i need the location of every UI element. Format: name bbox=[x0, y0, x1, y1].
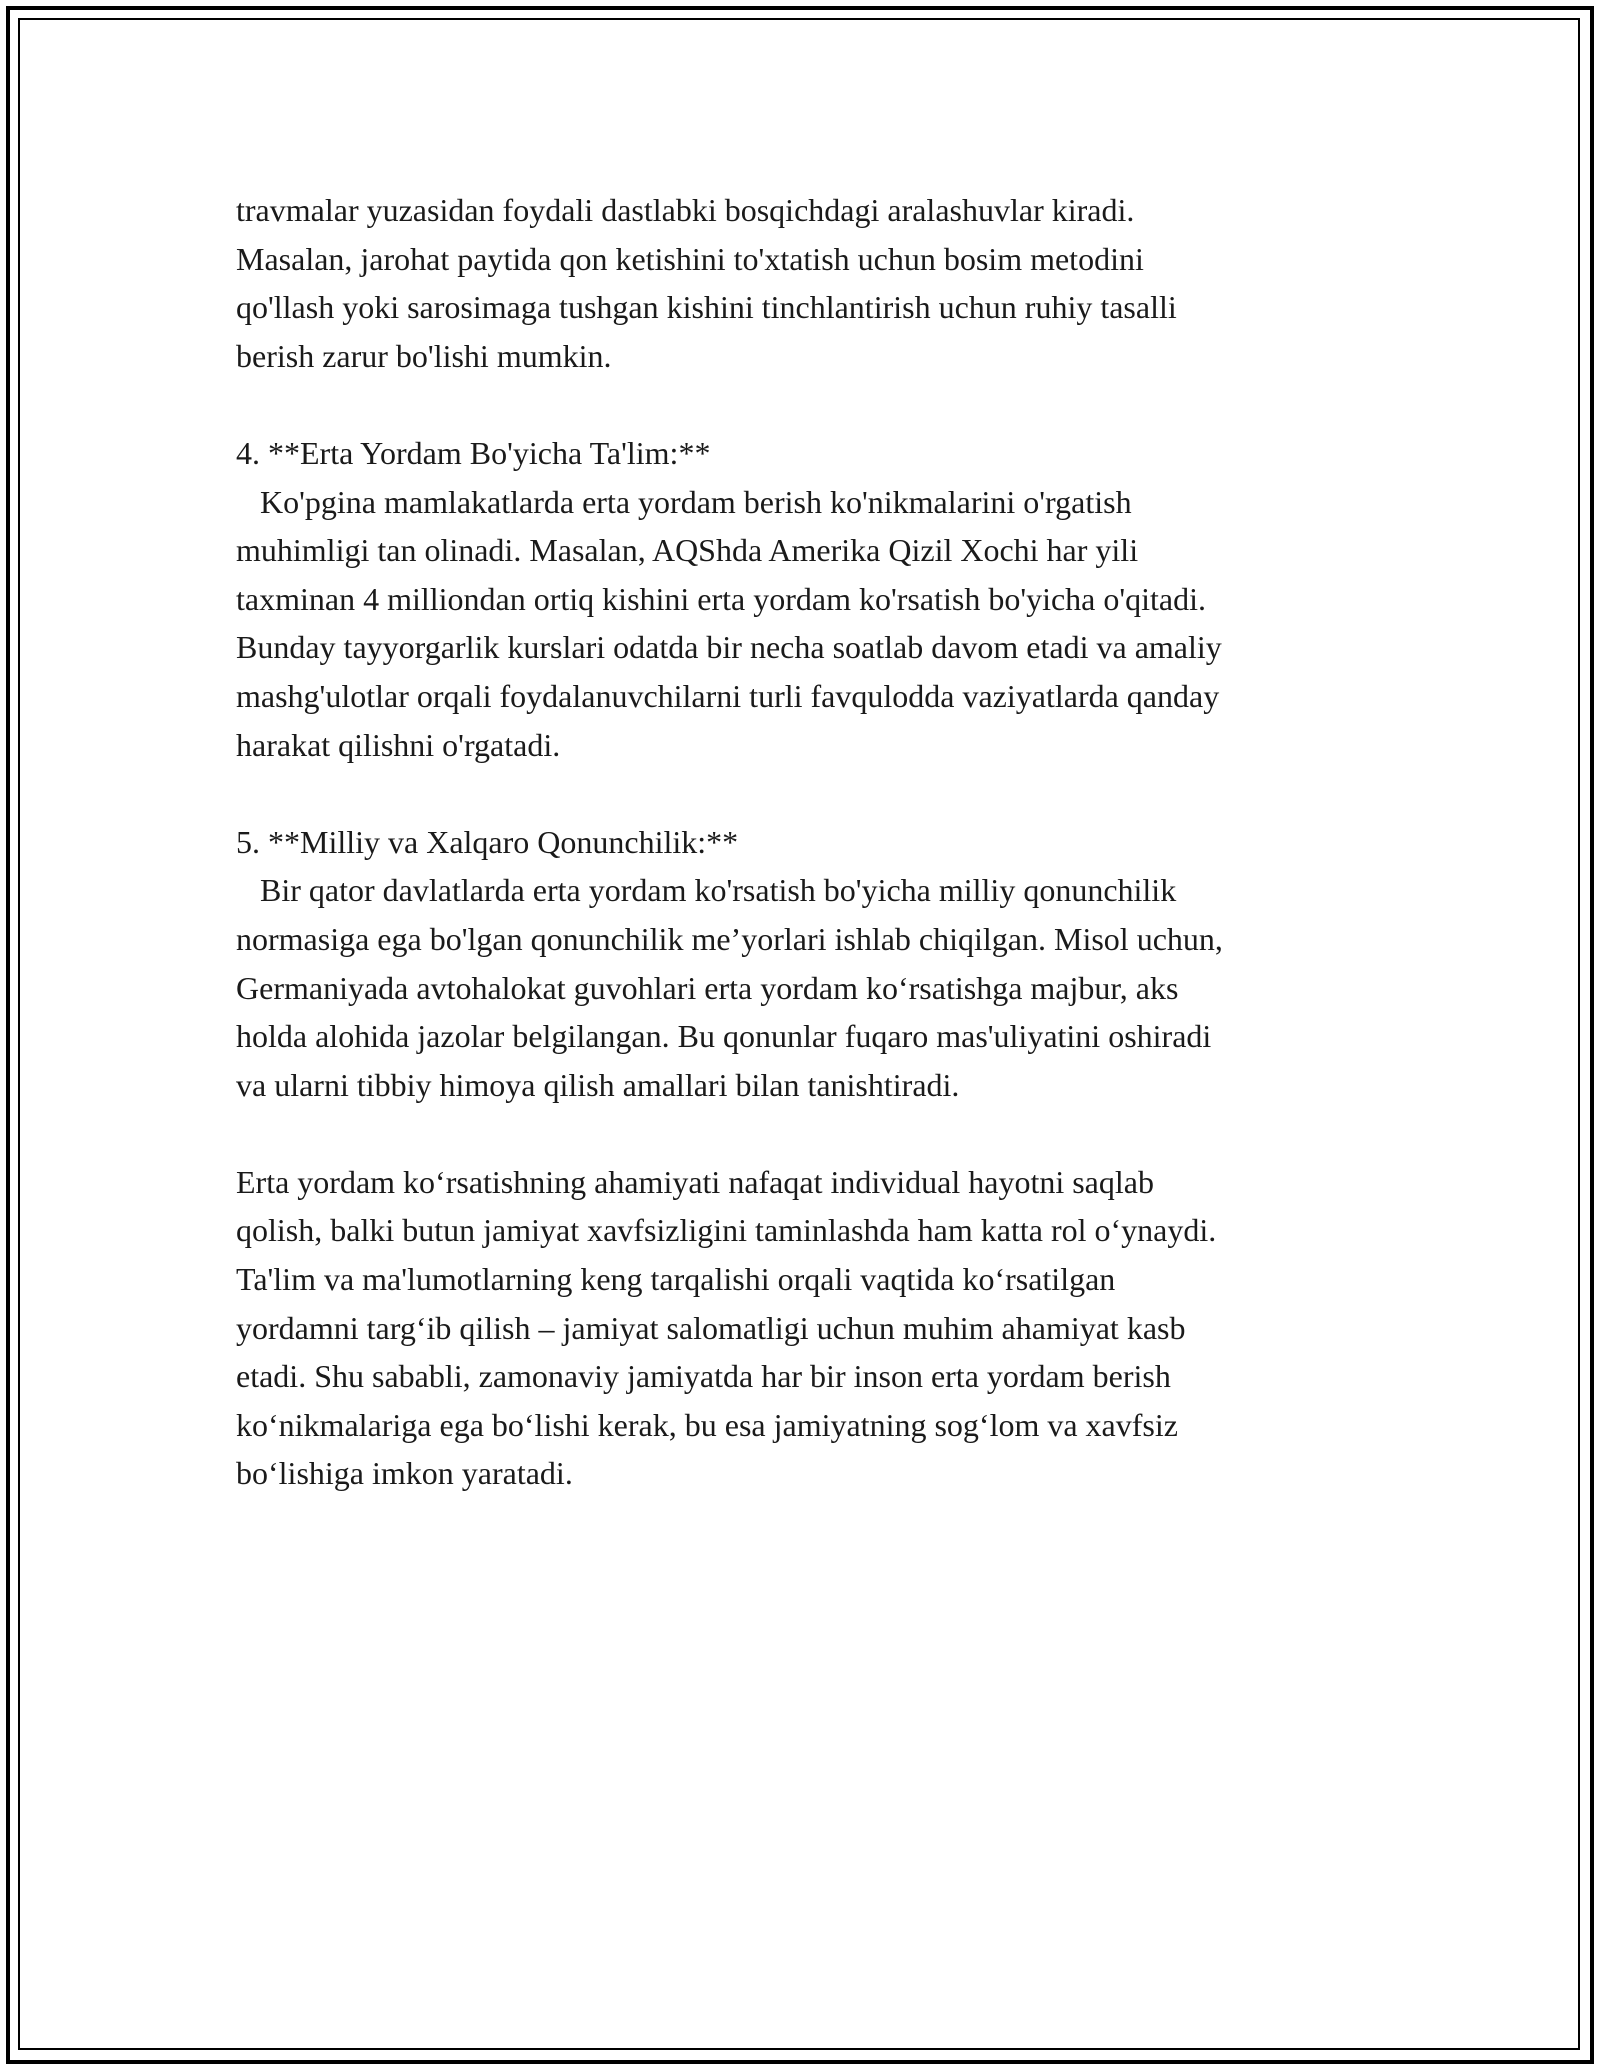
text-line: va ularni tibbiy himoya qilish amallari bilan tanishtiradi. bbox=[236, 1066, 960, 1103]
text-line: Bir qator davlatlarda erta yordam ko'rsatish bo'yicha milliy qonunchilik bbox=[236, 872, 1177, 909]
text-line: etadi. Shu sababli, zamonaviy jamiyatda har bir inson erta yordam berish bbox=[236, 1358, 1171, 1395]
text-line: ko‘nikmalariga ega bo‘lishi kerak, bu esa jamiyatning sog‘lom va xavfsiz bbox=[236, 1406, 1178, 1443]
text-line: travmalar yuzasidan foydali dastlabki bosqichdagi aralashuvlar kiradi. bbox=[236, 192, 1135, 228]
paragraph-spacer bbox=[236, 380, 1386, 429]
text-line: bo‘lishiga imkon yaratadi. bbox=[236, 1455, 573, 1492]
text-line: Bunday tayyorgarlik kurslari odatda bir necha soatlab davom etadi va amaliy bbox=[236, 629, 1222, 666]
text-line: qo'llash yoki sarosimaga tushgan kishini tinchlantirish uchun ruhiy tasalli bbox=[236, 289, 1177, 326]
text-line: Germaniyada avtohalokat guvohlari erta yordam ko‘rsatishga majbur, aks bbox=[236, 969, 1179, 1006]
section-milliy-xalqaro-qonunchilik bbox=[236, 818, 1386, 1110]
document-body bbox=[236, 186, 1386, 1498]
text-line: Masalan, jarohat paytida qon ketishini to'xtatish uchun bosim metodini bbox=[236, 240, 1144, 277]
text-line: harakat qilishni o'rgatadi. bbox=[236, 726, 561, 763]
paragraph-spacer bbox=[236, 769, 1386, 818]
text-line: berish zarur bo'lishi mumkin. bbox=[236, 337, 612, 374]
section-heading: 4. **Erta Yordam Bo'yicha Ta'lim:** bbox=[236, 434, 711, 471]
text-line: taxminan 4 milliondan ortiq kishini erta yordam ko'rsatish bo'yicha o'qitadi. bbox=[236, 580, 1207, 617]
text-line: holda alohida jazolar belgilangan. Bu qonunlar fuqaro mas'uliyatini oshiradi bbox=[236, 1018, 1212, 1055]
text-line: muhimligi tan olinadi. Masalan, AQShda Amerika Qizil Xochi har yili bbox=[236, 532, 1139, 569]
paragraph-conclusion bbox=[236, 1158, 1386, 1498]
paragraph-intro-continuation bbox=[236, 186, 1386, 380]
text-line: mashg'ulotlar orqali foydalanuvchilarni turli favqulodda vaziyatlarda qanday bbox=[236, 677, 1220, 714]
text-line: normasiga ega bo'lgan qonunchilik me’yorlari ishlab chiqilgan. Misol uchun, bbox=[236, 920, 1223, 957]
text-line: qolish, balki butun jamiyat xavfsizligini taminlashda ham katta rol o‘ynaydi. bbox=[236, 1212, 1217, 1249]
text-line: Ta'lim va ma'lumotlarning keng tarqalishi orqali vaqtida ko‘rsatilgan bbox=[236, 1261, 1116, 1298]
section-erta-yordam-talim bbox=[236, 429, 1386, 769]
text-line: yordamni targ‘ib qilish – jamiyat salomatligi uchun muhim ahamiyat kasb bbox=[236, 1309, 1186, 1346]
section-heading: 5. **Milliy va Xalqaro Qonunchilik:** bbox=[236, 823, 739, 860]
text-line: Ko'pgina mamlakatlarda erta yordam berish ko'nikmalarini o'rgatish bbox=[236, 483, 1132, 520]
text-line: Erta yordam ko‘rsatishning ahamiyati nafaqat individual hayotni saqlab bbox=[236, 1163, 1154, 1200]
paragraph-spacer bbox=[236, 1109, 1386, 1158]
